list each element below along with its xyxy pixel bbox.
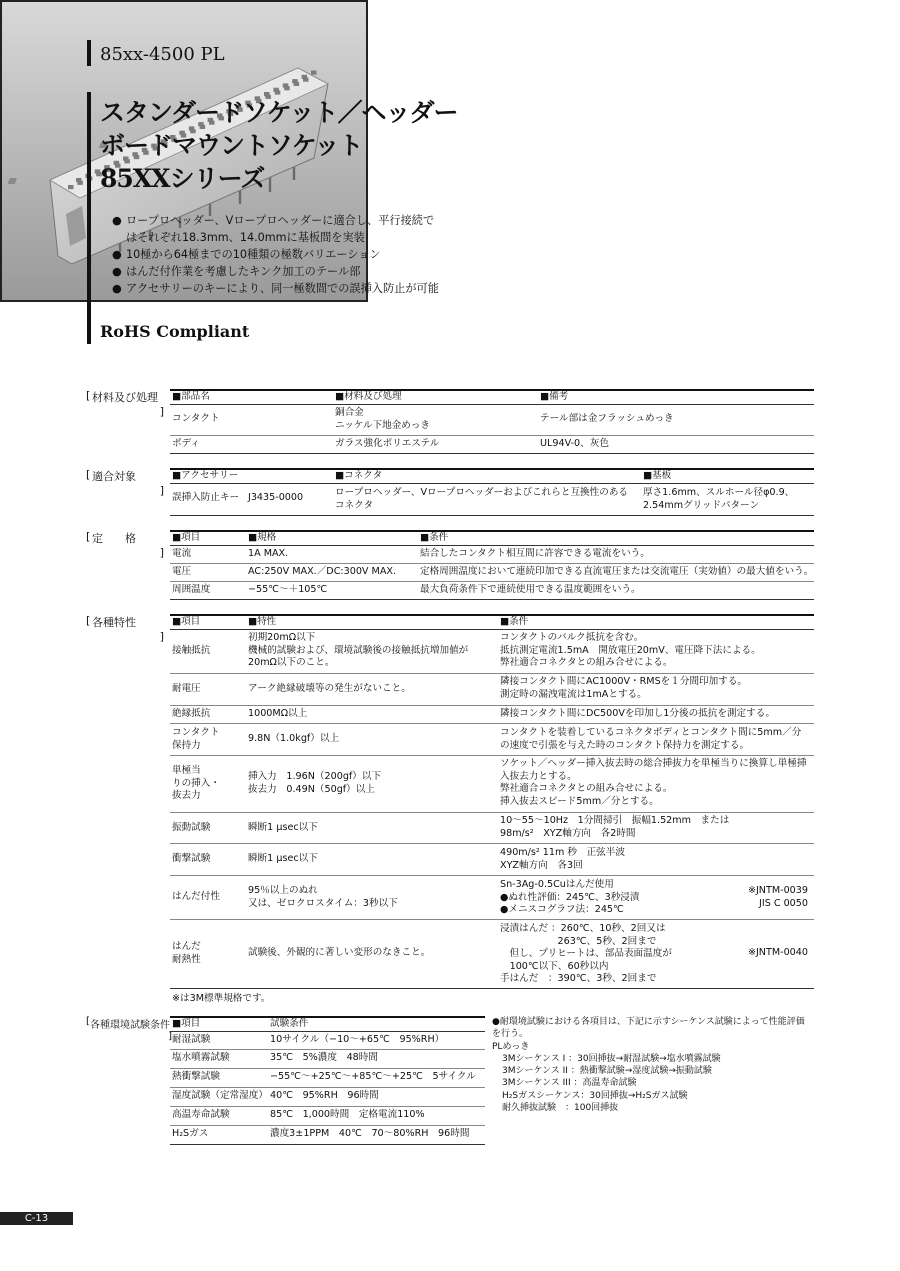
table-row: はんだ 耐熱性 試験後、外観的に著しい変形のなきこと。 浸漬はんだ ：260℃、10秒、2回又は 263℃、5秒、2回まで 但し、プリヒートは、部品表面温度が 100℃以下、60秒以内 手はんだ ：390℃、3秒、2回まで ※JNTM-0040	[172, 923, 808, 984]
ratings-table	[170, 530, 814, 600]
characteristics-table	[170, 614, 814, 989]
rohs-label: RoHS Compliant	[100, 322, 250, 341]
sequence-line: 3Mシーケンス II ：熱衝撃試験→湿度試験→振動試験	[502, 1066, 712, 1077]
table-row: 電圧 AC:250V MAX.／DC:300V MAX. 定格周囲温度において連続印加できる直流電圧または交流電圧（実効値）の最大値をいう。	[170, 564, 814, 582]
table-row: 耐電圧 アーク絶縁破壊等の発生がないこと。 隣接コンタクト間にAC1000V・RMSを１分間印加する。 測定時の漏洩電流は1mAとする。	[170, 674, 814, 706]
table-row: 電流 1A MAX. 結合したコンタクト相互間に許容できる電流をいう。	[170, 546, 814, 564]
feature-item: ● はんだ付作業を考慮したキンク加工のテール部	[112, 263, 442, 280]
table-row: 耐湿試験 10サイクル（−10〜+65℃ 95%RH）	[170, 1032, 485, 1050]
contact-hole	[283, 83, 289, 87]
table-row: 単極当 りの挿入・ 抜去力 挿入力 1.96N（200gf）以下 抜去力 0.49N（50gf）以上 ソケット／ヘッダー挿入抜去時の総合挿抜力を単極当りに換算し単極挿 入抜去力とする。 弊社適合コネクタとの組み合せによる。 挿入抜去スピード5mm／分とする。	[170, 756, 814, 813]
table-header: ■項目 ■特性 ■条件	[170, 616, 814, 630]
feature-item: ● ロープロヘッダー、Vロープロヘッダーに適合し、平行接続ではそれぞれ18.3mm、14.0mmに基板間を実装	[112, 212, 442, 246]
table-header: ■項目 試験条件	[170, 1018, 485, 1032]
table-header: ■部品名 ■材料及び処理 ■備考	[170, 391, 814, 405]
sequence-notes	[492, 1016, 812, 1114]
table-row: 衝撃試験 瞬断1 μsec以下 490m/s² 11m 秒 正弦半波 XYZ軸方向 各3回	[170, 844, 814, 876]
plating-label: PLめっき	[492, 1041, 530, 1052]
feature-list	[112, 212, 442, 297]
materials-table	[170, 389, 814, 454]
section-label-applicable: [ 適合対象 ]	[86, 468, 164, 497]
table-row: 熱衝撃試験 −55℃〜+25℃〜+85℃〜+25℃ 5サイクル	[170, 1069, 485, 1088]
table-row: ボディ ガラス強化ポリエステル UL94V-0、灰色	[172, 438, 609, 449]
title-line: スタンダードソケット／ヘッダー	[100, 98, 458, 127]
sequence-line: 3Mシーケンス I ：30回挿抜→耐湿試験→塩水噴霧試験	[502, 1053, 721, 1064]
table-row: 高温寿命試験 85℃ 1,000時間 定格電流110%	[170, 1107, 485, 1126]
table-header: ■項目 ■規格 ■条件	[170, 532, 814, 546]
feature-item: ● アクセサリーのキーにより、同一極数間での誤挿入防止が可能	[112, 280, 442, 297]
contact-hole	[311, 71, 317, 75]
table-row: 塩水噴霧試験 35℃ 5%濃度 48時間	[170, 1050, 485, 1069]
table-row: H₂Sガス 濃度3±1PPM 40℃ 70〜80%RH 96時間	[172, 1128, 470, 1139]
contact-hole	[68, 185, 74, 189]
section-label-environment: [ 各種環境試験条件 ]	[86, 1016, 172, 1042]
applicable-table	[170, 468, 814, 516]
table-row: 周囲温度 −55℃〜＋105℃ 最大負荷条件下で連続使用できる温度範囲をいう。	[172, 584, 641, 595]
table-header: ■アクセサリー ■コネクタ ■基板	[170, 470, 814, 484]
page-number: C-13	[0, 1212, 73, 1225]
table-row: 接触抵抗 初期20mΩ以下 機械的試験および、環境試験後の接触抵抗増加値が 20mΩ以下のこと。 コンタクトのバルク抵抗を含む。 抵抗測定電流1.5mA 開放電圧20mV、電圧降下法による。 弊社適合コネクタとの組み合せによる。	[170, 630, 814, 674]
section-label-materials: [ 材料及び処理 ]	[86, 389, 164, 418]
part-number: 85xx-4500 PL	[100, 44, 225, 65]
contact-hole	[273, 88, 279, 92]
sequence-line: 3Mシーケンス III ：高温寿命試験	[502, 1078, 637, 1089]
title-line: ボードマウントソケット	[100, 131, 363, 160]
sequence-line: 耐久挿抜試験 ：100回挿抜	[502, 1103, 619, 1114]
section-label-characteristics: [ 各種特性 ]	[86, 614, 164, 643]
contact-hole	[292, 79, 298, 83]
feature-item: ● 10極から64極までの10種類の極数バリエーション	[112, 246, 442, 263]
table-row: 湿度試験（定常湿度） 40℃ 95%RH 96時間	[170, 1088, 485, 1107]
contact-hole	[302, 75, 308, 79]
title-line: 85XXシリーズ	[100, 164, 265, 193]
page-title	[100, 96, 458, 195]
table-row: コンタクト 保持力 9.8N（1.0kgf）以上 コンタクトを装着しているコネクタボディとコンタクト間に5mm／分 の速度で引張を与えた時のコンタクト保持力を測定する。	[170, 724, 814, 756]
table-row: 振動試験 瞬断1 μsec以下 10〜55〜10Hz 1分間掃引 振幅1.52mm または 98m/s² XYZ軸方向 各2時間	[170, 813, 814, 844]
table-row: 誤挿入防止キー J3435-0000 ロープロヘッダー、Vロープロヘッダーおよびこれらと互換性のある コネクタ 厚さ1.6mm、スルホール径φ0.9、 2.54mmグリッドパターン	[172, 487, 795, 511]
table-row: はんだ付性 95％以上のぬれ 又は、ゼロクロスタイム：3秒以下 Sn-3Ag-0.5Cuはんだ使用 ●ぬれ性評価：245℃、3秒浸漬 ●メニスコグラフ法：245℃ ※JNTM-0039 JIS C 0050	[170, 876, 814, 920]
environment-table	[170, 1016, 485, 1145]
contact-hole	[76, 178, 82, 182]
section-label-ratings: [ 定 格 ]	[86, 530, 164, 559]
table-row: 絶縁抵抗 1000MΩ以上 隣接コンタクト間にDC500Vを印加し1分後の抵抗を測定する。	[170, 706, 814, 724]
sequence-line: H₂Sガスシーケンス：30回挿抜→H₂Sガス試験	[502, 1090, 688, 1101]
table-row: コンタクト 銅合金 ニッケル下地金めっき テール部は金フラッシュめっき	[170, 405, 814, 436]
sequence-intro: ●耐環境試験における各項目は、下記に示すシーケンス試験によって性能評価を行う。	[492, 1017, 805, 1040]
standard-note: ※は3M標準規格です。	[172, 993, 271, 1004]
